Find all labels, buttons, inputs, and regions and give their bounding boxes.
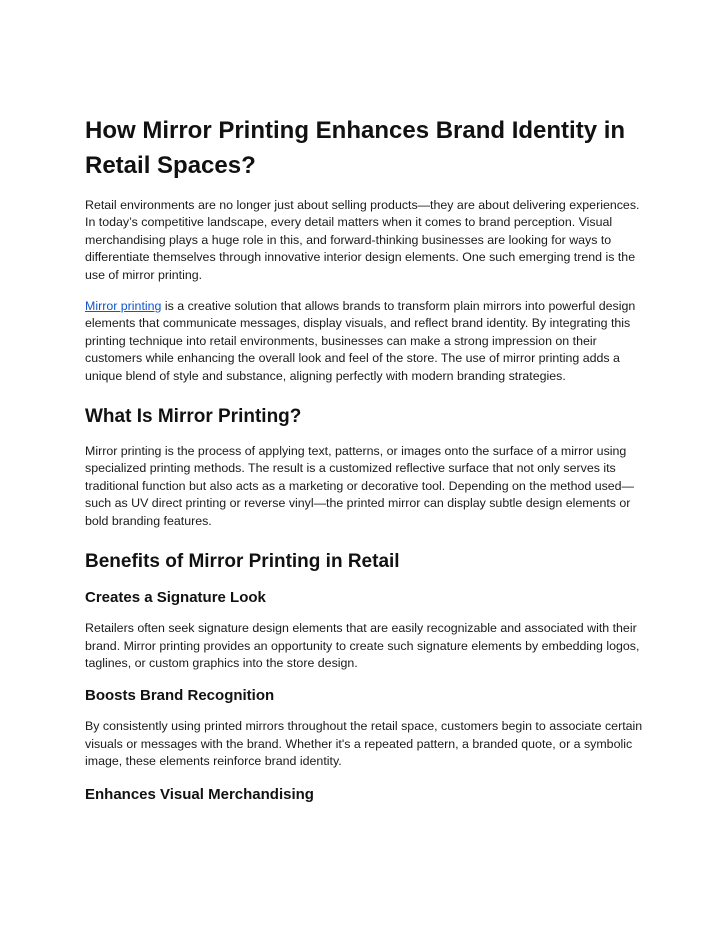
mirror-printing-paragraph xyxy=(85,298,645,385)
section-heading-what-is: What Is Mirror Printing? xyxy=(85,406,302,428)
document-page xyxy=(85,113,645,817)
subheading-signature-look: Creates a Signature Look xyxy=(85,589,266,607)
mirror-printing-paragraph-text: is a creative solution that allows brands to transform plain mirrors into powerful design elements that communicate messages, display visuals, and reflect brand identity. By integrating this printing technique into retail environments, businesses can make a strong impression on their customers while enhancing the overall look and feel of the store. The use of mirror printing adds a unique blend of style and substance, aligning perfectly with modern branding strategies. xyxy=(85,299,636,383)
page-title: How Mirror Printing Enhances Brand Identity in Retail Spaces? xyxy=(85,117,626,179)
brand-recognition-paragraph: By consistently using printed mirrors throughout the retail space, customers begin to associate certain visuals or messages with the brand. Whether it's a repeated pattern, a branded quote, or a symbolic image, these elements reinforce brand identity. xyxy=(85,719,643,769)
what-is-paragraph: Mirror printing is the process of applying text, patterns, or images onto the surface of a mirror using specialized printing methods. The result is a customized reflective surface that not only serves its traditional function but also acts as a marketing or decorative tool. Depending on the method used—such as UV direct printing or reverse vinyl—the printed mirror can display subtle design elements or bold branding features. xyxy=(85,444,634,528)
mirror-printing-link[interactable]: Mirror printing xyxy=(85,299,162,314)
section-heading-benefits: Benefits of Mirror Printing in Retail xyxy=(85,551,400,573)
intro-paragraph: Retail environments are no longer just about selling products—they are about delivering experiences. In today’s competitive landscape, every detail matters when it comes to brand perception. Visual merchandising plays a huge role in this, and forward-thinking businesses are looking for ways to differentiate themselves through innovative interior design elements. One such emerging trend is the use of mirror printing. xyxy=(85,198,640,282)
subheading-brand-recognition: Boosts Brand Recognition xyxy=(85,687,275,705)
subheading-visual-merchandising: Enhances Visual Merchandising xyxy=(85,785,314,803)
signature-look-paragraph: Retailers often seek signature design elements that are easily recognizable and associated with their brand. Mirror printing provides an opportunity to create such signature elements by embedding logos, taglines, or custom graphics into the store design. xyxy=(85,621,640,670)
